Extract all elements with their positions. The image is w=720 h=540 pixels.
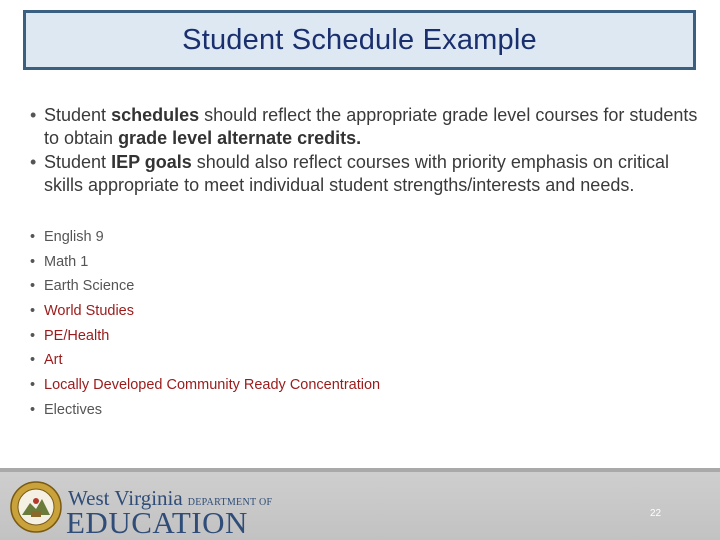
wv-state-seal-icon (10, 481, 62, 533)
course-item-pe-health: • PE/Health (30, 327, 110, 344)
slide-title-box (23, 10, 696, 70)
bullet-item-schedules: • Student schedules should reflect the appropriate grade level courses for students to obtain grade level alternate credits. (30, 105, 698, 148)
course-item-world-studies: • World Studies (30, 303, 134, 320)
slide-title: Student Schedule Example (182, 23, 537, 56)
dept-label: DEPARTMENT OF (187, 497, 273, 508)
course-item-community-ready: • Locally Developed Community Ready Concentration (30, 377, 381, 394)
education-label: EDUCATION (66, 505, 248, 540)
bullet-item-iep-goals: • Student IEP goals should also reflect courses with priority emphasis on critical skills appropriate to meet individual student strengths/interests and needs. (30, 152, 669, 195)
course-item-electives: • Electives (30, 401, 103, 418)
course-item-art: • Art (30, 352, 63, 369)
course-item-english: • English 9 (30, 229, 104, 245)
bullet-dot-icon: • (30, 377, 36, 394)
page-number: 22 (650, 508, 662, 519)
bullet-dot-icon: • (30, 352, 36, 369)
main-bullet-list (30, 104, 700, 198)
bullet-dot-icon: • (30, 253, 36, 270)
course-list (30, 228, 380, 426)
footer-bar (0, 468, 720, 540)
bullet-dot-icon: • (30, 152, 37, 172)
bullet-dot-icon: • (30, 278, 36, 295)
bullet-dot-icon: • (30, 105, 37, 125)
bullet-dot-icon: • (30, 327, 36, 344)
org-name: West Virginia (68, 486, 183, 510)
footer-divider (0, 468, 720, 472)
bullet-dot-icon: • (30, 303, 36, 320)
course-item-earth-science: • Earth Science (30, 278, 135, 295)
bullet-dot-icon: • (30, 229, 36, 245)
course-item-math: • Math 1 (30, 253, 89, 270)
bullet-dot-icon: • (30, 401, 36, 418)
